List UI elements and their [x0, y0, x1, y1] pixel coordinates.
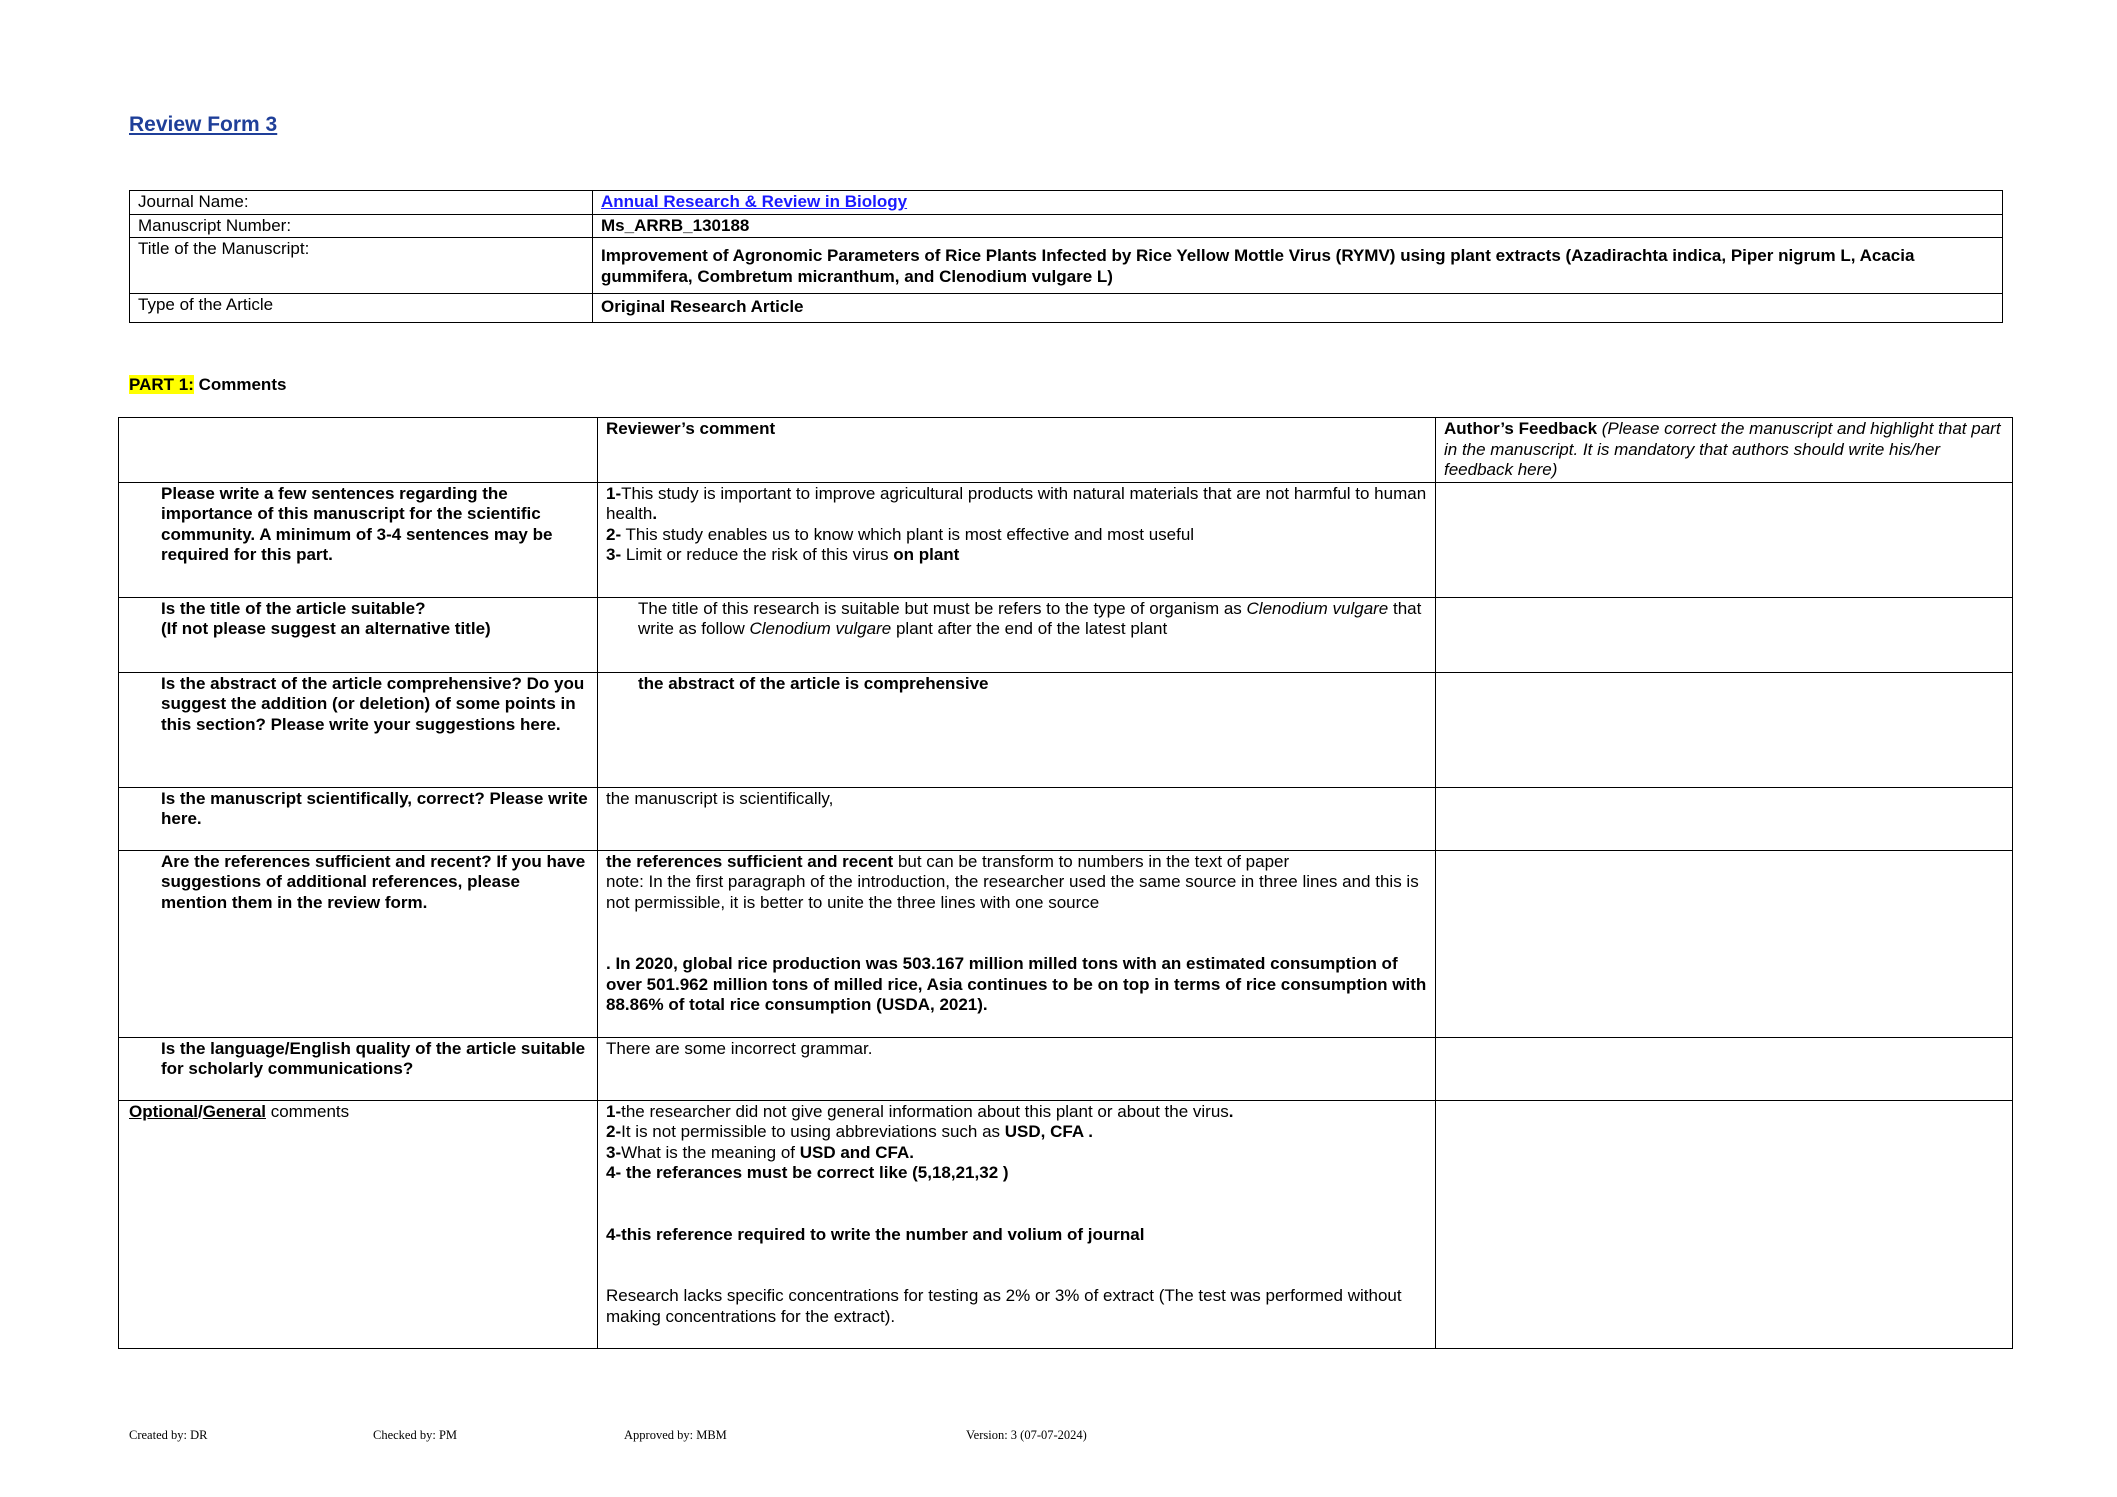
- comment-row-language: [119, 1037, 2013, 1100]
- comment-row-importance: [119, 482, 2013, 597]
- footer-approved: Approved by: MBM: [624, 1428, 727, 1442]
- question-references: Are the references sufficient and recent? If you have suggestions of additional references, please mention them in the review form.: [119, 850, 598, 1037]
- header-author-bold: Author’s Feedback: [1444, 419, 1598, 438]
- a1-num3: 3-: [606, 545, 622, 564]
- journal-link[interactable]: Annual Research & Review in Biology: [601, 192, 908, 211]
- a2-i1: Clenodium vulgare: [1246, 598, 1389, 618]
- author-feedback-general[interactable]: [1436, 1100, 2013, 1348]
- manuscript-info-table: [129, 190, 2003, 323]
- q7-rest: comments: [266, 1101, 350, 1121]
- q7-general: General: [202, 1101, 266, 1121]
- footer-version: Version: 3 (07-07-2024): [966, 1428, 1087, 1442]
- a5-rest: but can be transform to numbers in the text of paper: [893, 851, 1290, 871]
- part1-title: Comments: [193, 375, 287, 394]
- answer-importance: [598, 482, 1436, 597]
- comment-row-general: [119, 1100, 2013, 1348]
- question-title: [119, 597, 598, 672]
- answer-references: [598, 850, 1436, 1037]
- article-type: Original Research Article: [593, 294, 2003, 323]
- answer-abstract: the abstract of the article is comprehensive: [638, 673, 989, 693]
- q2-line2: (If not please suggest an alternative title): [161, 619, 491, 638]
- a2-p3: plant after the end of the latest plant: [891, 619, 1168, 638]
- manuscript-number: Ms_ARRB_130188: [593, 214, 2003, 238]
- a1-text1: This study is important to improve agricultural products with natural materials that are not harmful to human health: [606, 483, 1427, 523]
- q7-sep: /: [197, 1101, 203, 1121]
- header-author-cell: [1436, 418, 2013, 483]
- a5-bold: the references sufficient and recent: [606, 851, 894, 871]
- a1-num2: 2-: [606, 524, 622, 544]
- a7-line4: 4- the referances must be correct like (5,18,21,32 ): [606, 1163, 1009, 1182]
- a5-quote: . In 2020, global rice production was 503.167 million milled tons with an estimated consumption of over 501.962 million tons of milled rice, Asia continues to be on top in terms of rice consumption with 88.86% of total rice consumption (USDA, 2021).: [606, 954, 1427, 1014]
- header-reviewer: Reviewer’s comment: [598, 418, 1436, 483]
- type-row: [130, 294, 2003, 323]
- journal-value-cell: [593, 191, 2003, 215]
- comment-row-scientific: [119, 787, 2013, 850]
- comments-header-row: [119, 418, 2013, 483]
- title-row: [130, 238, 2003, 294]
- a7-bold2: USD, CFA .: [1004, 1122, 1093, 1141]
- comments-table: [118, 417, 2013, 1349]
- a1-num1: 1-: [606, 483, 622, 503]
- a7-bold3: USD and CFA.: [799, 1142, 915, 1162]
- footer-created: Created by: DR: [129, 1428, 208, 1442]
- author-feedback-title[interactable]: [1436, 597, 2013, 672]
- a1-text2: This study enables us to know which plant is most effective and most useful: [621, 524, 1195, 544]
- question-language: Is the language/English quality of the article suitable for scholarly communications?: [119, 1037, 598, 1100]
- comment-row-title: [119, 597, 2013, 672]
- form-title: Review Form 3: [129, 113, 278, 136]
- question-general: [119, 1100, 598, 1348]
- a7-line5: 4-this reference required to write the number and volium of journal: [606, 1224, 1145, 1244]
- a7-line6: Research lacks specific concentrations for testing as 2% or 3% of extract (The test was performed without making concentrations for the extract).: [606, 1286, 1402, 1326]
- a7-text3: What is the meaning of: [621, 1142, 800, 1162]
- a7-num2: 2-: [606, 1122, 622, 1141]
- a2-p2: that write as follow: [638, 598, 1422, 638]
- author-feedback-scientific[interactable]: [1436, 787, 2013, 850]
- answer-abstract-cell: [598, 672, 1436, 787]
- journal-label: Journal Name:: [130, 191, 593, 215]
- answer-language: There are some incorrect grammar.: [598, 1037, 1436, 1100]
- part1-heading: [129, 375, 286, 395]
- author-feedback-importance[interactable]: [1436, 482, 2013, 597]
- comment-row-references: [119, 850, 2013, 1037]
- q2-line1: Is the title of the article suitable?: [161, 598, 426, 618]
- answer-title: [598, 597, 1436, 672]
- header-blank-cell: [119, 418, 598, 483]
- manuscript-row: [130, 214, 2003, 238]
- question-abstract: Is the abstract of the article comprehensive? Do you suggest the addition (or deletion) of some points in this section? Please write your suggestions here.: [119, 672, 598, 787]
- author-feedback-references[interactable]: [1436, 850, 2013, 1037]
- answer-general: [598, 1100, 1436, 1348]
- a2-text: [606, 599, 1427, 640]
- author-feedback-language[interactable]: [1436, 1037, 2013, 1100]
- type-label: Type of the Article: [130, 294, 593, 323]
- comment-row-abstract: [119, 672, 2013, 787]
- answer-scientific: the manuscript is scientifically,: [598, 787, 1436, 850]
- a7-num3: 3-: [606, 1142, 622, 1162]
- a7-dot1: .: [1228, 1101, 1234, 1121]
- header-author-note: (Please correct the manuscript and highlight that part in the manuscript. It is mandatory that authors should write his/her feedback here): [1444, 419, 2001, 479]
- manuscript-title: Improvement of Agronomic Parameters of Rice Plants Infected by Rice Yellow Mottle Virus (RYMV) using plant extracts (Azadirachta indica, Piper nigrum L, Acacia gummifera, Combretum micranthum, and Clenodium vulgare L): [593, 238, 2003, 294]
- a7-num1: 1-: [606, 1101, 622, 1121]
- a7-text1: the researcher did not give general information about this plant or about the virus: [621, 1101, 1229, 1121]
- a1-text3: Limit or reduce the risk of this virus: [621, 545, 894, 564]
- question-scientific: Is the manuscript scientifically, correct? Please write here.: [119, 787, 598, 850]
- question-importance: Please write a few sentences regarding the importance of this manuscript for the scientific community. A minimum of 3-4 sentences may be required for this part.: [119, 482, 598, 597]
- a7-text2: It is not permissible to using abbreviations such as: [621, 1122, 1005, 1141]
- title-label: Title of the Manuscript:: [130, 238, 593, 294]
- a5-note: note: In the first paragraph of the introduction, the researcher used the same source in three lines and this is not permissible, it is better to unite the three lines with one source: [606, 872, 1419, 912]
- a1-bold3: on plant: [893, 545, 960, 564]
- q7-optional: Optional: [129, 1101, 198, 1121]
- author-feedback-abstract[interactable]: [1436, 672, 2013, 787]
- journal-row: [130, 191, 2003, 215]
- a2-p1: The title of this research is suitable but must be refers to the type of organism as: [638, 598, 1247, 618]
- a1-dot1: .: [652, 504, 658, 523]
- manuscript-label: Manuscript Number:: [130, 214, 593, 238]
- footer-checked: Checked by: PM: [373, 1428, 458, 1442]
- part1-label: PART 1:: [129, 375, 194, 394]
- a2-i2: Clenodium vulgare: [749, 619, 892, 638]
